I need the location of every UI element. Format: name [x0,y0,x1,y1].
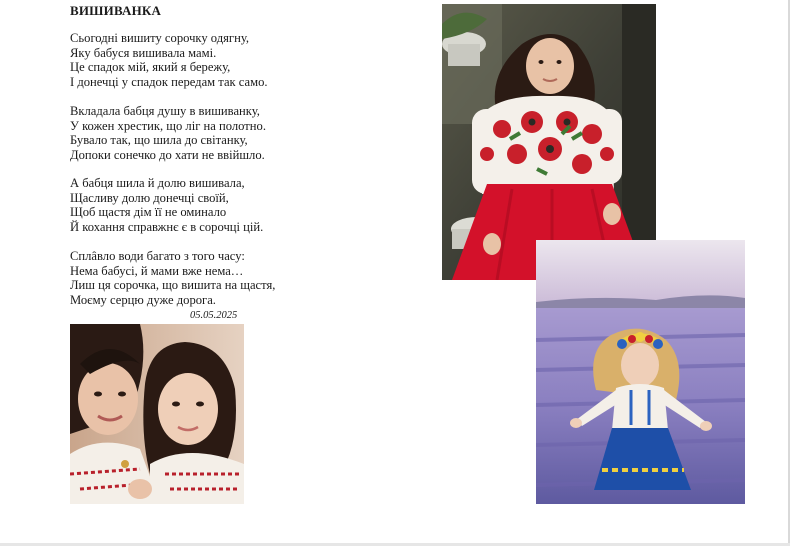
poem-date: 05.05.2025 [190,310,238,321]
photo-lavender-field [536,240,745,504]
poem-line: Щоб щастя дім її не оминало [70,205,227,220]
poem-line: Допоки сонечко до хати не ввійшло. [70,147,265,162]
poem-line: Лиш ця сорочка, що вишита на щастя, [70,278,276,293]
mother-daughter-image [70,324,244,504]
poem-line: Моєму серцю дуже дорога. [70,292,216,307]
stanza-3 [70,176,263,234]
poem-line: Це спадок мій, який я бережу, [70,60,231,75]
girl-red-skirt-image [442,4,656,280]
poem-line: Вкладала бабця душу в вишиванку, [70,104,260,118]
poem-line: А бабця шила й долю вишивала, [70,176,245,190]
poem-line: Яку бабуся вишивала мамі. [70,45,217,60]
poem-title: ВИШИВАНКА [70,3,162,18]
photo-girl-red-skirt [442,4,656,280]
poem-line: І донечці у спадок передам так само. [70,74,268,89]
poem-line: Сплâвло води багато з того часу: [70,249,245,263]
stanza-2 [70,104,266,162]
poem-line: У кожен хрестик, що ліг на полотно. [70,118,266,133]
poem-line: Щасливу долю донечці своїй, [70,190,229,205]
poem-line: Сьогодні вишиту сорочку одягну, [70,31,250,45]
lavender-field-image [536,240,745,504]
stanza-4 [70,249,275,307]
photo-mother-daughter [70,324,244,504]
stanza-1 [70,31,268,89]
poem-line: Й кохання справжнє є в сорочці цій. [70,219,264,234]
poem-line: Бувало так, що шила до світанку, [70,133,248,148]
poem-line: Нема бабусі, й мами вже нема… [70,263,244,278]
